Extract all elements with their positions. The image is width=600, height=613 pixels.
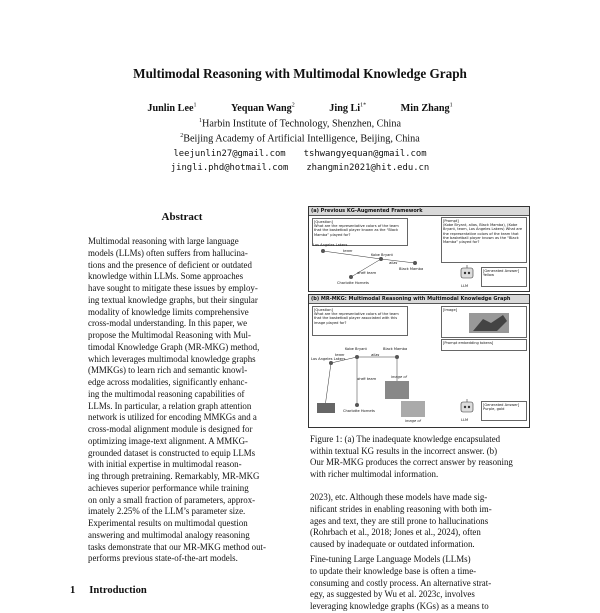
kg-edge: alias — [389, 261, 398, 265]
text-line: ing textual knowledge graphs, but their singular — [88, 294, 258, 305]
text-line: to update their knowledge base is often a time- — [310, 565, 477, 576]
mmkg-edge: team — [335, 353, 345, 357]
text-line: ing through pretraining. Remarkably, MR-MKG — [88, 471, 260, 481]
panel-b-title: (b) MR-MKG: Multimodal Reasoning with Multimodal Knowledge Graph — [309, 295, 529, 304]
author-3: Jing $Li^{1*}$ — [329, 103, 367, 115]
section-heading: 1 Introduction — [70, 585, 147, 596]
kg-node: Charlotte Hornets — [337, 281, 369, 285]
text-line: nificant strides in enabling reasoning with both im- — [310, 503, 492, 514]
mmkg-edge: draft team — [357, 377, 377, 381]
abstract-body — [88, 236, 276, 565]
text-line: timodal Knowledge Graph (MR-MKG) method, — [88, 341, 260, 352]
text-line: caused by inadequate or outdated information. — [310, 539, 475, 549]
panel-b-prompt-box: [Prompt embedding tokens] — [441, 339, 527, 351]
text-line: modality of knowledge limits comprehensive — [88, 306, 249, 317]
text-line: have sought to mitigate these issues by employ- — [88, 283, 258, 293]
figure-panel-b — [308, 294, 530, 428]
body-paragraph — [310, 554, 530, 613]
text-line: edge across modalities, significantly enhanc- — [88, 377, 248, 387]
mmkg-edge: image of — [405, 419, 421, 423]
figure-1 — [308, 206, 530, 428]
basketball-player-image — [469, 313, 509, 333]
email-link[interactable]: tshwangyequan@gmail.com — [303, 149, 427, 159]
text-line: models (LLMs) often suffers from hallucina- — [88, 247, 248, 258]
author-1: Junlin Lee$^1$ — [147, 103, 197, 115]
affiliation-2: $^2$Beijing Academy of Artificial Intelligence, Beijing, China — [180, 133, 420, 145]
text-line: answering and multimodal analogy reasoning — [88, 529, 250, 540]
text-line: cross-modal alignment module is designed for — [88, 424, 253, 434]
text-line: ages and text, they are still prone to hallucinations — [310, 515, 489, 526]
email-link[interactable]: leejunlin27@gmail.com — [173, 149, 286, 159]
text-line: (MMKGs) to learn rich and semantic knowl- — [88, 365, 248, 376]
email-row-1 — [0, 149, 600, 159]
text-line: on only a small fraction of parameters, approx- — [88, 494, 256, 505]
text-line: 2023), etc. Although these models have made sig- — [310, 492, 488, 502]
panel-b-question-box: [Question] What are the representative colors of the team that the basketball player associated with this image played for? — [312, 306, 408, 336]
email-link[interactable]: zhangmin2021@hit.edu.cn — [306, 163, 430, 173]
text-line: leveraging knowledge graphs (KGs) as a means to — [310, 601, 489, 611]
panel-a-kg-graph — [311, 243, 439, 289]
kg-node: Los Angeles Lakers — [313, 243, 348, 247]
mmkg-node: Los Angeles Lakers — [311, 357, 346, 361]
panel-a-answer-box: [Generated Answer] Yellow — [481, 267, 527, 287]
kg-node: Black Mamba — [399, 267, 424, 271]
text-line: Our MR-MKG produces the correct answer by reasoning — [310, 457, 513, 468]
panel-b-image-box: [Image] — [441, 306, 527, 338]
text-line: Figure 1: (a) The inadequate knowledge encapsulated — [310, 434, 501, 444]
abstract-heading: Abstract — [161, 211, 203, 223]
text-line: propose the Multimodal Reasoning with Mul- — [88, 330, 251, 340]
text-line: knowledge within LLMs. Some approaches — [88, 271, 244, 282]
text-line: which leverages multimodal knowledge graphs — [88, 353, 256, 364]
kg-edge: draft team — [357, 271, 377, 275]
text-line: imately 2.25% of the LLM’s parameter size. — [88, 506, 246, 517]
author-4: Min Zhang$^1$ — [400, 103, 453, 115]
kg-edge: team — [343, 249, 353, 253]
text-line: (Rohrbach et al., 2018; Jones et al., 2024), often — [310, 527, 481, 538]
text-line: Multimodal reasoning with large language — [88, 236, 239, 246]
text-line: with richer multimodal information. — [310, 468, 439, 479]
llm-label: LLM — [461, 284, 469, 288]
text-line: network is utilized for encoding MMKGs and a — [88, 412, 257, 423]
text-line: ing the multimodal reasoning capabilities of — [88, 388, 245, 399]
panel-a-prompt-box: [Prompt] (Kobe Bryant, alias, Black Mamba), (Kobe Bryant, team, Los Angeles Lakers) What are the representative colors of the team that the basketball player known as the “Black Mamba” played for? — [441, 217, 527, 263]
text-line: cross-modal understanding. In this paper, we — [88, 318, 248, 329]
mmkg-node: Kobe Bryant — [345, 347, 367, 351]
panel-a-title: (a) Previous KG-Augmented Framework — [309, 207, 529, 216]
text-line: with initial expertise in multimodal reason- — [88, 459, 242, 470]
text-line: Fine-tuning Large Language Models (LLMs) — [310, 554, 471, 564]
panel-b-answer-box: [Generated Answer] Purple, gold — [481, 401, 527, 421]
email-link[interactable]: jingli.phd@hotmail.com — [170, 163, 289, 173]
figure-panel-a — [308, 206, 530, 292]
mmkg-edge: alias — [371, 353, 380, 357]
text-line: performs previous state-of-the-art models. — [88, 553, 238, 564]
text-line: LLMs. In particular, a relation graph attention — [88, 400, 252, 411]
text-line: achieves superior performance while training — [88, 482, 249, 493]
author-list — [0, 103, 600, 114]
text-line: optimizing image-text alignment. A MMKG- — [88, 435, 248, 446]
body-paragraph — [310, 492, 530, 551]
robot-icon — [459, 265, 475, 283]
author-2: Yequan Wang$^2$ — [231, 103, 295, 115]
affiliation-1: $^1$Harbin Institute of Technology, Shenzhen, China — [198, 118, 402, 130]
mmkg-node: Charlotte Hornets — [343, 409, 375, 413]
mmkg-node: Black Mamba — [383, 347, 408, 351]
text-line: tasks demonstrate that our MR-MKG method out- — [88, 541, 266, 552]
text-line: egy, as suggested by Wu et al. 2023c, involves — [310, 589, 475, 600]
mmkg-edge: image of — [391, 375, 407, 379]
text-line: consuming and costly process. An alternative strat- — [310, 577, 492, 588]
email-row-2 — [0, 163, 600, 173]
panel-a-question-box: [Question] What are the representative colors of the team that the basketball player known as the “Black Mamba” played for? — [312, 218, 408, 246]
llm-label: LLM — [461, 418, 469, 422]
robot-icon — [459, 399, 475, 417]
text-line: within textual KG results in the incorrect answer. (b) — [310, 445, 498, 456]
text-line: Experimental results on multimodal question — [88, 518, 248, 528]
paper-title: Multimodal Reasoning with Multimodal Knowledge Graph — [133, 66, 467, 81]
text-line: grounded dataset is constructed to equip LLMs — [88, 447, 256, 458]
figure-caption — [310, 434, 530, 480]
text-line: tions and the presence of deficient or outdated — [88, 259, 252, 270]
kg-node: Kobe Bryant — [371, 253, 393, 257]
